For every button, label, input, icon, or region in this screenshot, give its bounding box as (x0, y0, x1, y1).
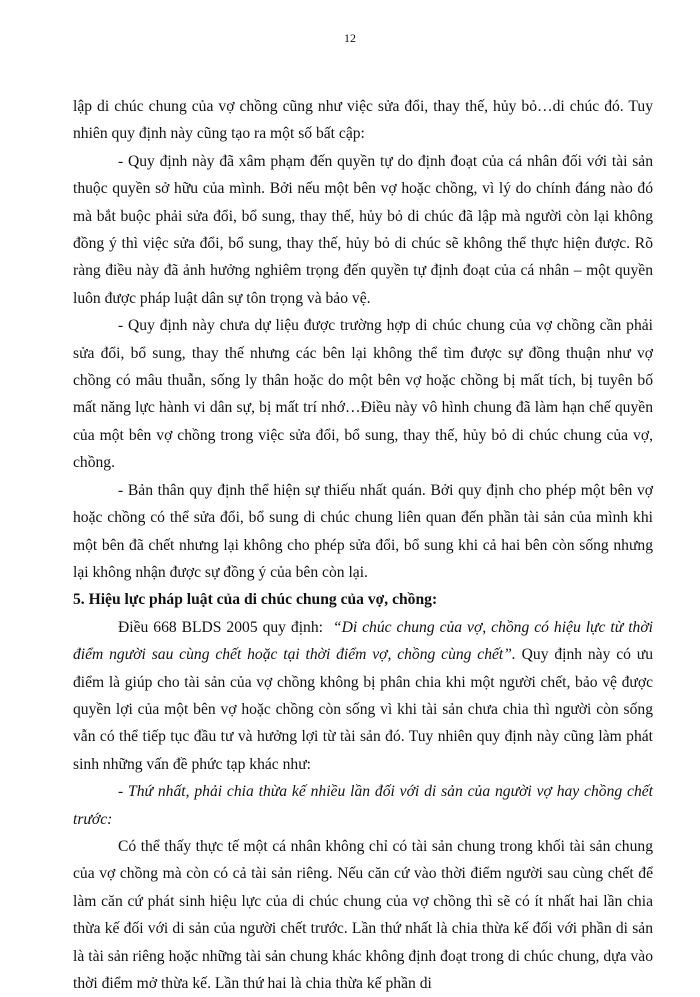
paragraph-first-issue: - Thứ nhất, phải chia thừa kế nhiều lần đối với di sản của người vợ hay chồng chết trước: (73, 783, 653, 828)
document-body (73, 93, 653, 997)
page-number: 12 (344, 31, 356, 45)
article-quote: “Di chúc chung của vợ, chồng có hiệu lực từ thời điểm người sau cùng chết hoặc tại thời điểm vợ, chồng cùng chết”. (73, 618, 653, 664)
paragraph-explanation: Có thể thấy thực tế một cá nhân không chỉ có tài sản chung trong khối tài sản chung của vợ chồng mà còn có cả tài sản riêng. Nếu căn cứ vào thời điểm người sau cùng chết để làm căn cứ phát sinh hiệu lực của di chúc chung của vợ chồng thì sẽ có ít nhất hai lần chia thừa kế đối với di sản của người chết trước. Lần thứ nhất là chia thừa kế đối với phần di sản là tài sản riêng hoặc những tài sản chung khác không định đoạt trong di chúc chung, dựa vào thời điểm mở thừa kế. Lần thứ hai là chia thừa kế phần di (73, 837, 653, 992)
paragraph-intro: lập di chúc chung của vợ chồng cũng như việc sửa đổi, thay thế, hủy bỏ…di chúc đó. Tuy nhiên quy định này cũng tạo ra một số bất cập: (73, 98, 653, 143)
paragraph-article-668 (73, 614, 653, 778)
paragraph-issue-2: - Quy định này chưa dự liệu được trường hợp di chúc chung của vợ chồng cần phải sửa đổi, bổ sung, thay thế nhưng các bên lại không thể tìm được sự đồng thuận như vợ chồng có mâu thuẫn, sống ly thân hoặc do một bên vợ hoặc chồng bị mất tích, bị tuyên bố mất năng lực hành vi dân sự, bị mất trí nhớ…Điều này vô hình chung đã làm hạn chế quyền của một bên vợ chồng trong việc sửa đổi, bổ sung, thay thế, hủy bỏ di chúc chung của vợ, chồng. (73, 317, 653, 472)
paragraph-issue-1: - Quy định này đã xâm phạm đến quyền tự do định đoạt của cá nhân đối với tài sản thuộc quyền sở hữu của mình. Bởi nếu một bên vợ hoặc chồng, vì lý do chính đáng nào đó mà bắt buộc phải sửa đổi, bổ sung, thay thế, hủy bỏ di chúc đã lập mà người còn lại không đồng ý thì việc sửa đổi, bổ sung, thay thế, hủy bỏ di chúc sẽ không thể thực hiện được. Rõ ràng điều này đã ảnh hưởng nghiêm trọng đến quyền tự định đoạt của cá nhân – một quyền luôn được pháp luật dân sự tôn trọng và bảo vệ. (73, 152, 653, 307)
article-lead: Điều 668 BLDS 2005 quy định: (118, 618, 323, 636)
section-heading: 5. Hiệu lực pháp luật của di chúc chung của vợ, chồng: (73, 591, 438, 609)
article-commentary: Quy định này có ưu điểm là giúp cho tài sản của vợ chồng không bị phân chia khi một người chết, bảo vệ được quyền lợi của một bên vợ hoặc chồng còn sống vì khi tài sản chưa chia thì người còn sống vẫn có thể tiếp tục đầu tư và hưởng lợi từ tài sản đó. Tuy nhiên quy định này cũng làm phát sinh những vấn đề phức tạp khác như: (73, 646, 653, 773)
paragraph-issue-3: - Bản thân quy định thể hiện sự thiếu nhất quán. Bởi quy định cho phép một bên vợ hoặc chồng có thể sửa đổi, bổ sung di chúc chung liên quan đến phần tài sản của mình khi một bên đã chết nhưng lại không cho phép sửa đổi, bổ sung khi cả hai bên còn sống nhưng lại không nhận được sự đồng ý của bên còn lại. (73, 481, 653, 581)
